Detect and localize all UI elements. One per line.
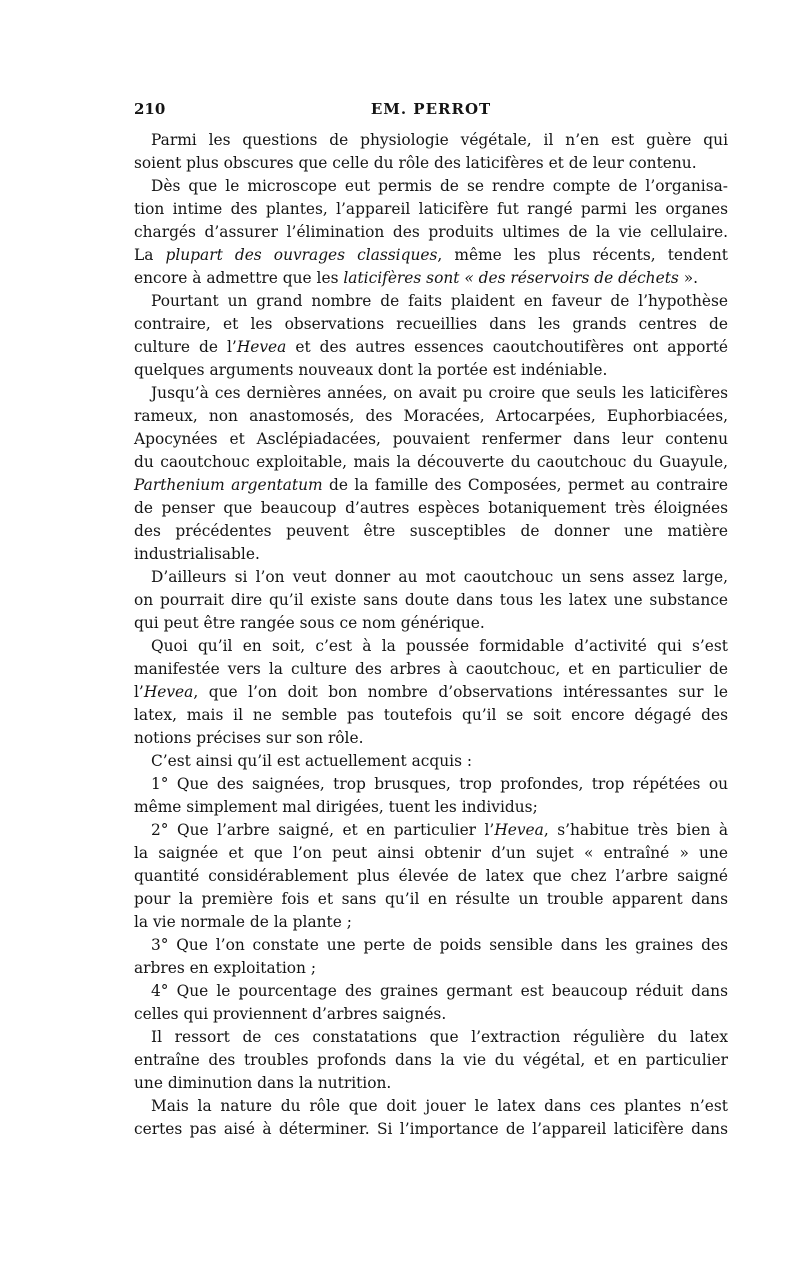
- text-line: [134, 451, 728, 474]
- text-line: [134, 796, 728, 819]
- text-segment: La: [134, 246, 166, 264]
- text-segment: qui peut être rangée sous ce nom générique.: [134, 614, 485, 632]
- text-line: [134, 635, 728, 658]
- text-line: [134, 888, 728, 911]
- text-segment: entraîne des troubles profonds dans la vie du végétal, et en particulier: [134, 1051, 728, 1069]
- text-line: [134, 428, 728, 451]
- text-line: [134, 911, 728, 934]
- text-segment: 3° Que l’on constate une perte de poids sensible dans les graines des: [151, 936, 728, 954]
- text-segment: on pourrait dire qu’il existe sans doute dans tous les latex une substance: [134, 591, 728, 609]
- text-line: [134, 175, 728, 198]
- text-line: [134, 980, 728, 1003]
- page-header: [134, 100, 728, 122]
- text-segment: rameux, non anastomosés, des Moracées, Artocarpées, Euphorbiacées,: [134, 407, 728, 425]
- text-segment: quantité considérablement plus élevée de latex que chez l’arbre saigné: [134, 867, 728, 885]
- text-segment: Mais la nature du rôle que doit jouer le latex dans ces plantes n’est: [151, 1097, 728, 1115]
- running-head: EM. PERROT: [370, 100, 492, 118]
- text-line: [134, 1095, 728, 1118]
- text-segment: une diminution dans la nutrition.: [134, 1074, 392, 1092]
- text-segment: latex, mais il ne semble pas toutefois qu’il se soit encore dégagé des: [134, 706, 728, 724]
- italic-text-segment: Hevea: [236, 338, 287, 356]
- text-segment: Il ressort de ces constatations que l’extraction régulière du latex: [151, 1028, 728, 1046]
- text-segment: des précédentes peuvent être susceptibles de donner une matière: [134, 522, 728, 540]
- text-segment: celles qui proviennent d’arbres saignés.: [134, 1005, 447, 1023]
- text-segment: certes pas aisé à déterminer. Si l’importance de l’appareil laticifère dans: [134, 1120, 728, 1138]
- text-segment: Quoi qu’il en soit, c’est à la poussée formidable d’activité qui s’est: [151, 637, 728, 655]
- text-segment: , même les plus récents, tendent: [437, 246, 728, 264]
- text-line: [134, 152, 728, 175]
- text-segment: soient plus obscures que celle du rôle des laticifères et de leur contenu.: [134, 154, 697, 172]
- text-segment: 4° Que le pourcentage des graines germant est beaucoup réduit dans: [151, 982, 728, 1000]
- text-segment: D’ailleurs si l’on veut donner au mot caoutchouc un sens assez large,: [151, 568, 728, 586]
- text-line: [134, 221, 728, 244]
- text-line: [134, 1026, 728, 1049]
- text-segment: contraire, et les observations recueillies dans les grands centres de: [134, 315, 728, 333]
- text-segment: quelques arguments nouveaux dont la portée est indéniable.: [134, 361, 608, 379]
- text-segment: la saignée et que l’on peut ainsi obtenir d’un sujet « entraîné » une: [134, 844, 728, 862]
- page-number: 210: [134, 100, 166, 118]
- text-segment: C’est ainsi qu’il est actuellement acquis :: [151, 752, 473, 770]
- text-segment: 1° Que des saignées, trop brusques, trop profondes, trop répétées ou: [151, 775, 728, 793]
- text-segment: Jusqu’à ces dernières années, on avait pu croire que seuls les laticifères: [151, 384, 728, 402]
- text-segment: Apocynées et Asclépiadacées, pouvaient renfermer dans leur contenu: [134, 430, 728, 448]
- italic-text-segment: laticifères sont « des réservoirs de déchets: [343, 269, 679, 287]
- text-line: [134, 543, 728, 566]
- text-segment: encore à admettre que les: [134, 269, 344, 287]
- text-line: [134, 750, 728, 773]
- text-line: [134, 819, 728, 842]
- text-line: [134, 244, 728, 267]
- italic-text-segment: Hevea: [143, 683, 194, 701]
- text-line: [134, 336, 728, 359]
- text-line: [134, 957, 728, 980]
- text-line: [134, 267, 728, 290]
- text-segment: et des autres essences caoutchoutifères ont apporté: [286, 338, 729, 356]
- text-segment: industrialisable.: [134, 545, 260, 563]
- text-segment: tion intime des plantes, l’appareil laticifère fut rangé parmi les organes: [134, 200, 728, 218]
- italic-text-segment: Parthenium argentatum: [134, 476, 323, 494]
- text-segment: manifestée vers la culture des arbres à caoutchouc, et en particulier de: [134, 660, 728, 678]
- text-segment: culture de l’: [134, 338, 237, 356]
- text-line: [134, 865, 728, 888]
- text-line: [134, 658, 728, 681]
- text-line: [134, 405, 728, 428]
- text-line: [134, 290, 728, 313]
- text-line: [134, 313, 728, 336]
- text-line: [134, 497, 728, 520]
- text-line: [134, 1072, 728, 1095]
- text-line: [134, 359, 728, 382]
- text-segment: arbres en exploitation ;: [134, 959, 317, 977]
- text-line: [134, 474, 728, 497]
- text-line: [134, 934, 728, 957]
- text-line: [134, 1003, 728, 1026]
- text-segment: de penser que beaucoup d’autres espèces botaniquement très éloignées: [134, 499, 728, 517]
- text-line: [134, 773, 728, 796]
- text-segment: , que l’on doit bon nombre d’observations intéressantes sur le: [193, 683, 728, 701]
- text-line: [134, 1049, 728, 1072]
- text-line: [134, 704, 728, 727]
- text-segment: Dès que le microscope eut permis de se rendre compte de l’organisa-: [151, 177, 728, 195]
- text-line: [134, 198, 728, 221]
- text-segment: Pourtant un grand nombre de faits plaident en faveur de l’hypothèse: [151, 292, 728, 310]
- body-text: [134, 129, 728, 1141]
- text-line: [134, 1118, 728, 1141]
- text-line: [134, 842, 728, 865]
- italic-text-segment: Hevea: [494, 821, 544, 839]
- text-line: [134, 520, 728, 543]
- text-segment: , s’habitue très bien à: [543, 821, 729, 839]
- text-segment: chargés d’assurer l’élimination des produits ultimes de la vie cellulaire.: [134, 223, 728, 241]
- text-line: [134, 566, 728, 589]
- text-segment: Parmi les questions de physiologie végétale, il n’en est guère qui: [151, 131, 728, 149]
- text-segment: du caoutchouc exploitable, mais la découverte du caoutchouc du Guayule,: [134, 453, 728, 471]
- text-line: [134, 382, 728, 405]
- text-segment: 2° Que l’arbre saigné, et en particulier l’: [151, 821, 495, 839]
- text-line: [134, 727, 728, 750]
- text-segment: la vie normale de la plante ;: [134, 913, 352, 931]
- text-segment: l’: [134, 683, 144, 701]
- text-segment: notions précises sur son rôle.: [134, 729, 364, 747]
- text-line: [134, 612, 728, 635]
- text-line: [134, 681, 728, 704]
- text-segment: même simplement mal dirigées, tuent les individus;: [134, 798, 538, 816]
- text-segment: pour la première fois et sans qu’il en résulte un trouble apparent dans: [134, 890, 728, 908]
- text-segment: ».: [678, 269, 698, 287]
- italic-text-segment: plupart des ouvrages classiques: [165, 246, 438, 264]
- text-line: [134, 129, 728, 152]
- text-line: [134, 589, 728, 612]
- text-segment: de la famille des Composées, permet au contraire: [322, 476, 728, 494]
